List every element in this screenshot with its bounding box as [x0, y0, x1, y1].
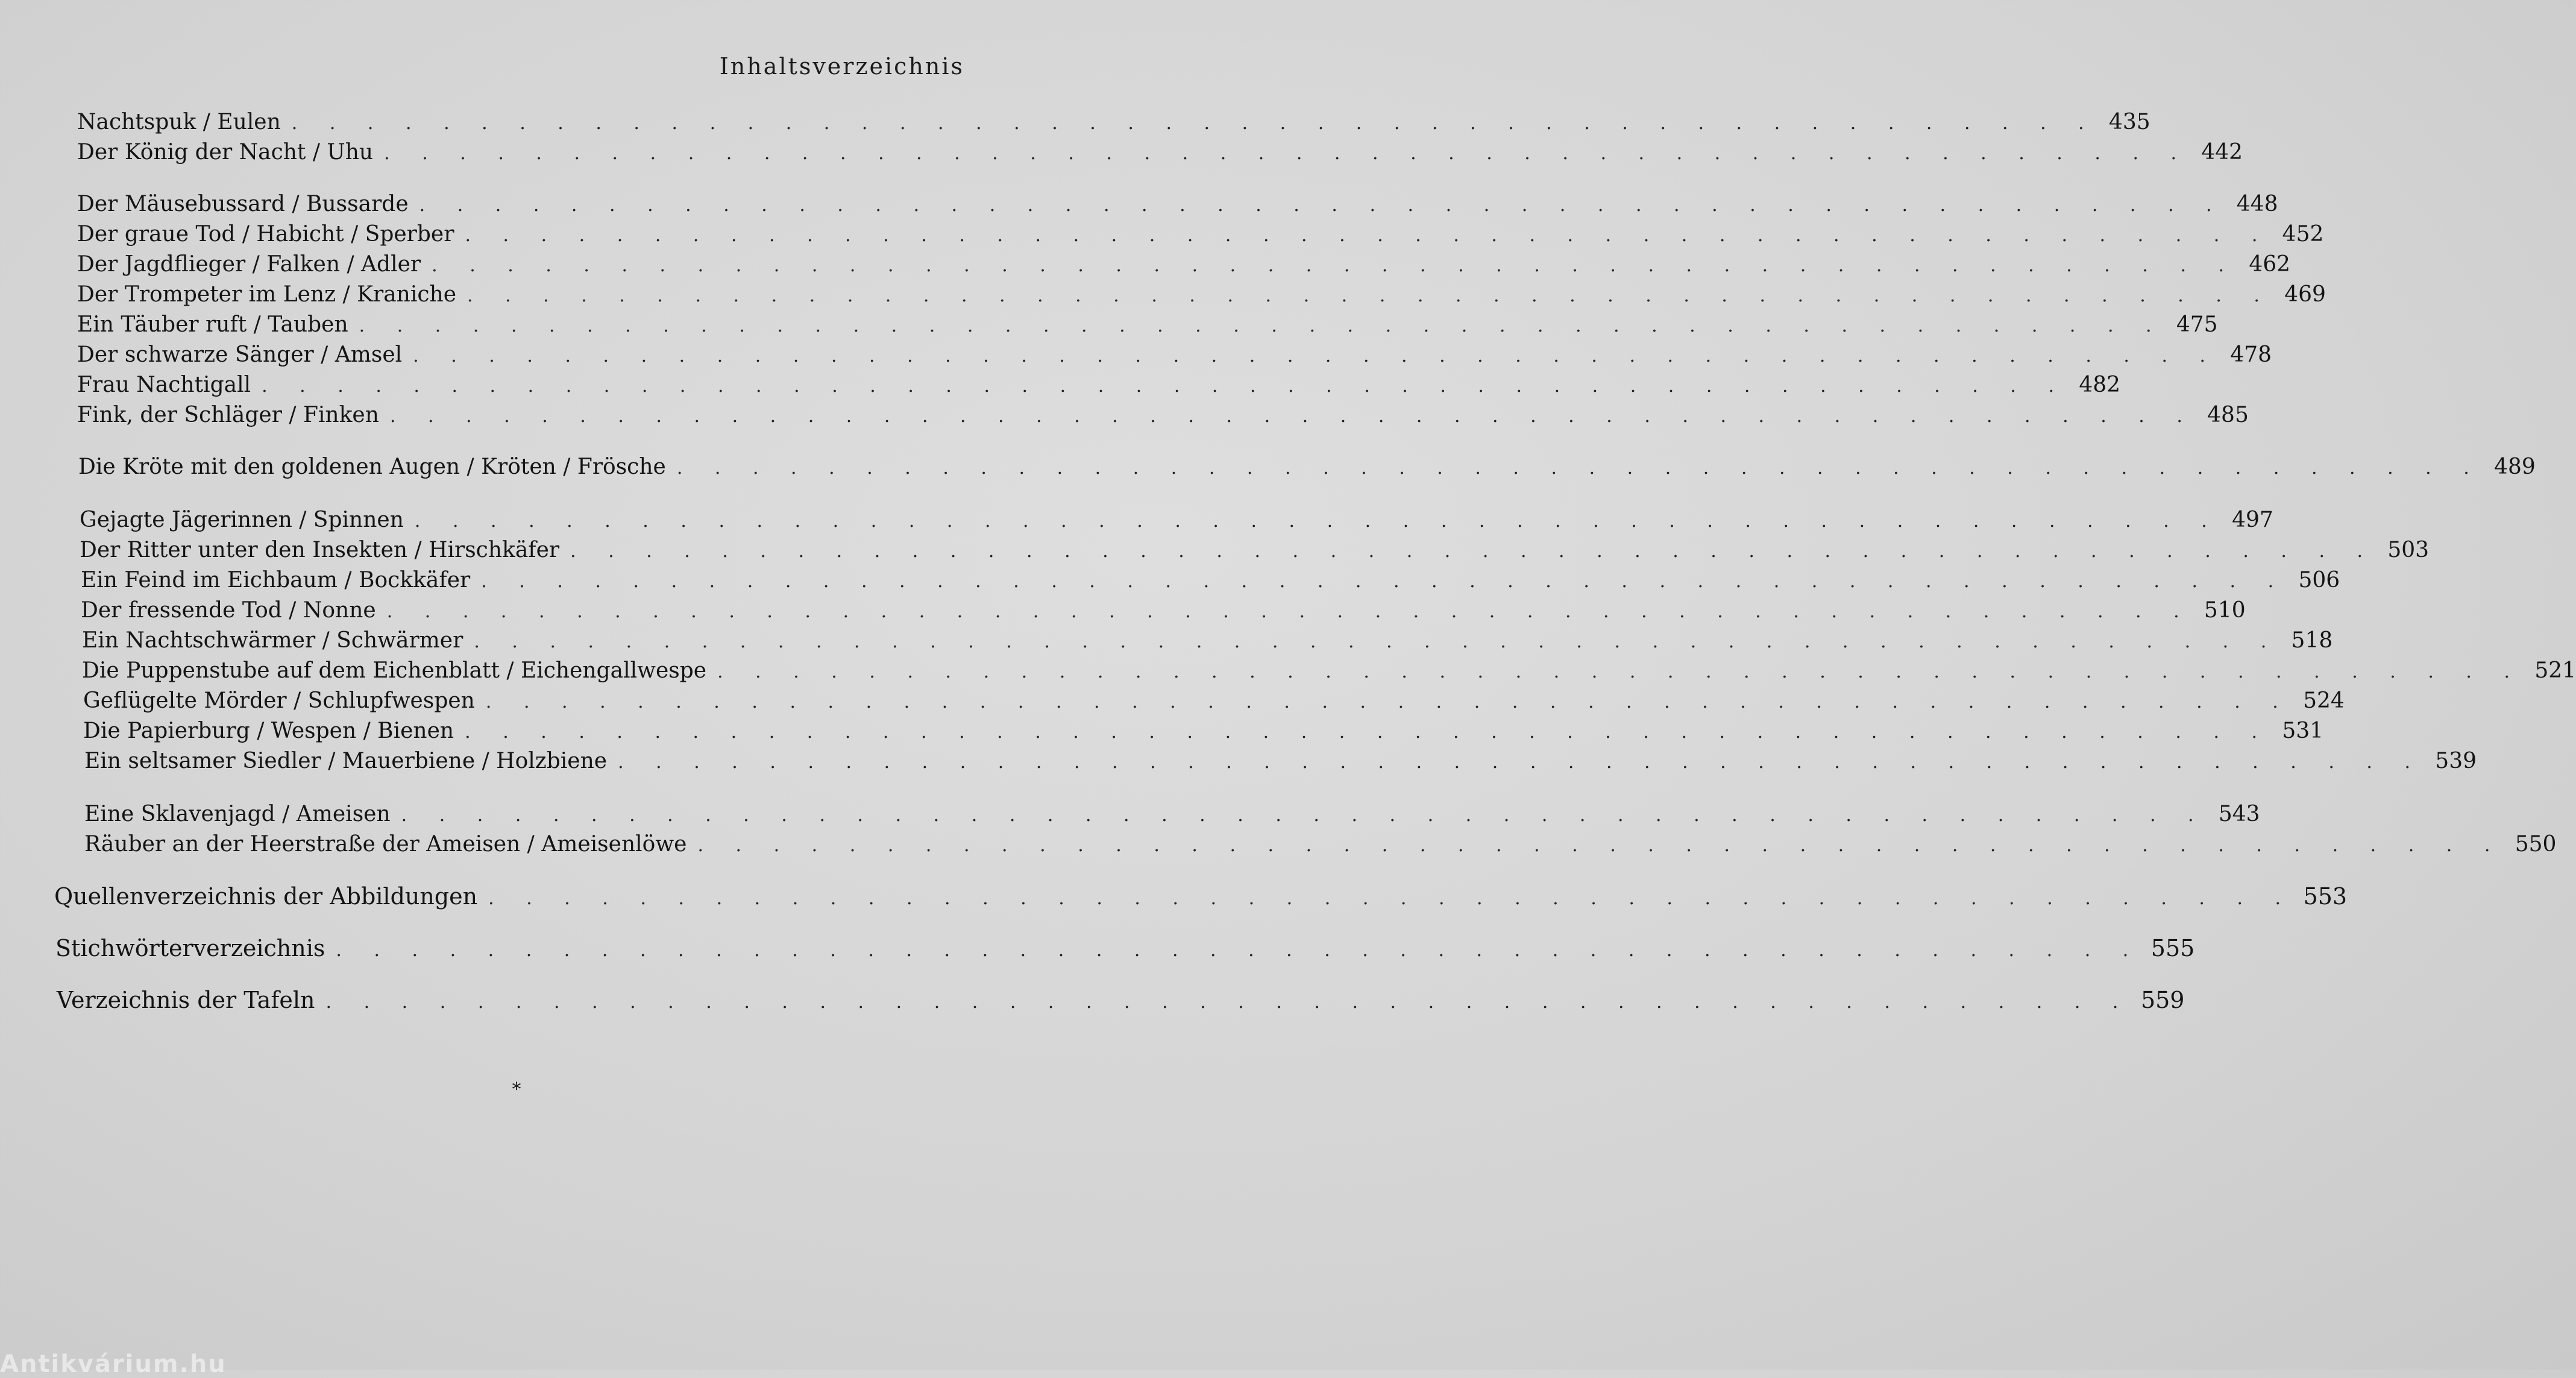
toc-entry — [81, 596, 2246, 626]
toc-entry — [77, 310, 2218, 340]
toc-entry-title: Nachtspuk / Eulen — [77, 110, 281, 134]
toc-entry-title: Die Puppenstube auf dem Eichenblatt / Eichengallwespe — [82, 658, 707, 683]
toc-dot-leader: . . . . . . . . . . . . . . . . . . . . . . . . . . . . . . . . . . . . . . . . . . . . . . . . — [467, 285, 2273, 306]
toc-entry — [77, 219, 2324, 250]
toc-entry-page: 469 — [2284, 282, 2326, 307]
toc-entry-page: 539 — [2435, 749, 2477, 773]
toc-entry-title: Der fressende Tod / Nonne — [81, 598, 376, 623]
toc-dot-leader: . . . . . . . . . . . . . . . . . . . . . . . . . . . . . . . . . . . . . . . . . . . . . . . . — [386, 601, 2193, 622]
toc-dot-leader: . . . . . . . . . . . . . . . . . . . . . . . . . . . . . . . . . . . . . . . . . . . . . . . . — [419, 195, 2225, 216]
toc-entry-page: 482 — [2079, 373, 2121, 397]
toc-entry-page: 503 — [2387, 538, 2430, 562]
toc-entry-title: Der Jagdflieger / Falken / Adler — [77, 252, 421, 277]
toc-entry-title: Der Trompeter im Lenz / Kraniche — [77, 282, 457, 307]
toc-dot-leader: . . . . . . . . . . . . . . . . . . . . . . . . . . . . . . . . . . . . . . . . . . . . . . . . — [414, 511, 2220, 532]
toc-entry — [77, 280, 2326, 310]
toc-entry — [77, 370, 2121, 400]
toc-entry-title: Ein Täuber ruft / Tauben — [77, 312, 348, 337]
toc-entry-page: 475 — [2176, 312, 2218, 337]
toc-entry — [83, 716, 2324, 746]
toc-dot-leader: . . . . . . . . . . . . . . . . . . . . . . . . . . . . . . . . . . . . . . . . . . . . . . . . — [481, 571, 2287, 592]
toc-entry-page: 543 — [2218, 802, 2260, 826]
toc-entry-title: Verzeichnis der Tafeln — [57, 987, 315, 1013]
toc-entry-title: Fink, der Schläger / Finken — [77, 403, 379, 427]
toc-dot-leader: . . . . . . . . . . . . . . . . . . . . . . . . . . . . . . . . . . . . . . . . . . . . . . . . — [262, 376, 2068, 397]
toc-entry-title: Frau Nachtigall — [77, 373, 251, 397]
toc-entry — [77, 189, 2278, 219]
toc-dot-leader: . . . . . . . . . . . . . . . . . . . . . . . . . . . . . . . . . . . . . . . . . . . . . . . . — [359, 315, 2165, 336]
toc-entry-page: 524 — [2303, 688, 2345, 713]
ornament-asterisk: * — [512, 1079, 521, 1100]
toc-entry — [77, 250, 2291, 280]
toc-entry — [77, 137, 2243, 168]
toc-dot-leader: . . . . . . . . . . . . . . . . . . . . . . . . . . . . . . . . . . . . . . . . . . . . . . . . — [401, 805, 2207, 826]
toc-entry — [82, 626, 2333, 656]
toc-entry — [78, 452, 2536, 482]
toc-entry-title: Stichwörterverzeichnis — [55, 935, 325, 961]
toc-entry-page: 489 — [2494, 455, 2536, 479]
toc-dot-leader: . . . . . . . . . . . . . . . . . . . . . . . . . . . . . . . . . . . . . . . . . . . . . . . . — [474, 631, 2280, 652]
toc-entry-title: Der König der Nacht / Uhu — [77, 140, 374, 165]
toc-entry-page: 559 — [2140, 987, 2185, 1013]
toc-entry-title: Die Papierburg / Wespen / Bienen — [83, 719, 454, 743]
watermark: Antikvárium.hu — [0, 1350, 227, 1378]
toc-entry — [77, 107, 2150, 137]
toc-entry-title: Ein Feind im Eichbaum / Bockkäfer — [81, 568, 471, 593]
toc-entry — [82, 656, 2576, 686]
toc-entry-title: Der Mäusebussard / Bussarde — [77, 192, 409, 216]
toc-dot-leader: . . . . . . . . . . . . . . . . . . . . . . . . . . . . . . . . . . . . . . . . . . . . . . . . — [488, 888, 2295, 909]
toc-dot-leader: . . . . . . . . . . . . . . . . . . . . . . . . . . . . . . . . . . . . . . . . . . . . . . . . — [389, 406, 2196, 427]
toc-dot-leader: . . . . . . . . . . . . . . . . . . . . . . . . . . . . . . . . . . . . . . . . . . . . . . . . — [413, 345, 2219, 367]
toc-dot-leader: . . . . . . . . . . . . . . . . . . . . . . . . . . . . . . . . . . . . . . . . . . . . . . . . — [432, 255, 2238, 276]
toc-entry-title: Quellenverzeichnis der Abbildungen — [54, 883, 478, 910]
toc-entry-page: 521 — [2534, 658, 2576, 683]
toc-entry-page: 510 — [2204, 598, 2246, 623]
toc-dot-leader: . . . . . . . . . . . . . . . . . . . . . . . . . . . . . . . . . . . . . . . . . . . . . . . . — [336, 940, 2142, 961]
toc-entry-page: 550 — [2515, 832, 2557, 857]
toc-dot-leader: . . . . . . . . . . . . . . . . . . . . . . . . . . . . . . . . . . . . . . . . . . . . . . . . — [676, 458, 2483, 479]
toc-entry — [80, 535, 2430, 565]
toc-dot-leader: . . . . . . . . . . . . . . . . . . . . . . . . . . . . . . . . . . . . . . . . . . . . . . . . — [697, 835, 2504, 856]
toc-dot-leader: . . . . . . . . . . . . . . . . . . . . . . . . . . . . . . . . . . . . . . . . . . . . . . . . — [485, 691, 2292, 713]
toc-entry — [77, 400, 2249, 430]
toc-entry-page: 462 — [2249, 252, 2291, 277]
toc-entry — [81, 565, 2340, 596]
toc-dot-leader: . . . . . . . . . . . . . . . . . . . . . . . . . . . . . . . . . . . . . . . . . . . . . . . . — [465, 225, 2271, 246]
toc-entry-title: Eine Sklavenjagd / Ameisen — [84, 802, 391, 826]
toc-entry — [84, 799, 2260, 829]
toc-entry — [83, 686, 2345, 716]
toc-dot-leader: . . . . . . . . . . . . . . . . . . . . . . . . . . . . . . . . . . . . . . . . . . . . . . . . — [325, 992, 2132, 1013]
toc-entry — [84, 746, 2477, 776]
toc-entry — [57, 985, 2185, 1015]
toc-entry-page: 478 — [2230, 342, 2272, 367]
toc-entry-title: Räuber an der Heerstraße der Ameisen / Ameisenlöwe — [84, 832, 687, 857]
toc-dot-leader: . . . . . . . . . . . . . . . . . . . . . . . . . . . . . . . . . . . . . . . . . . . . . . . . — [465, 722, 2271, 743]
toc-entry-title: Ein Nachtschwärmer / Schwärmer — [82, 628, 463, 653]
toc-entry-page: 485 — [2207, 403, 2249, 427]
toc-entry-page: 435 — [2109, 110, 2150, 134]
running-header: Inhaltsverzeichnis — [719, 53, 964, 80]
toc-entry-title: Gejagte Jägerinnen / Spinnen — [80, 508, 404, 532]
toc-entry-page: 518 — [2291, 628, 2333, 653]
toc-entry-title: Geflügelte Mörder / Schlupfwespen — [83, 688, 475, 713]
toc-entry-title: Der graue Tod / Habicht / Sperber — [77, 222, 454, 247]
toc-entry — [80, 505, 2273, 535]
toc-entry-title: Der Ritter unter den Insekten / Hirschkäfer — [80, 538, 560, 562]
toc-dot-leader: . . . . . . . . . . . . . . . . . . . . . . . . . . . . . . . . . . . . . . . . . . . . . . . . — [618, 752, 2424, 773]
toc-dot-leader: . . . . . . . . . . . . . . . . . . . . . . . . . . . . . . . . . . . . . . . . . . . . . . . . — [384, 143, 2190, 164]
toc-dot-leader: . . . . . . . . . . . . . . . . . . . . . . . . . . . . . . . . . . . . . . . . . . . . . . . . — [570, 541, 2377, 562]
toc-dot-leader: . . . . . . . . . . . . . . . . . . . . . . . . . . . . . . . . . . . . . . . . . . . . . . . . — [717, 661, 2524, 682]
toc-entry-page: 531 — [2282, 719, 2324, 743]
toc-entry-title: Der schwarze Sänger / Amsel — [77, 342, 403, 367]
toc-entry — [54, 881, 2348, 911]
toc-entry-page: 497 — [2232, 508, 2273, 532]
toc-entry — [84, 829, 2557, 860]
toc-entry-title: Die Kröte mit den goldenen Augen / Kröten / Frösche — [78, 455, 666, 479]
toc-entry-page: 555 — [2150, 935, 2195, 961]
toc-entry-title: Ein seltsamer Siedler / Mauerbiene / Holzbiene — [84, 749, 608, 773]
toc-entry-page: 506 — [2298, 568, 2340, 593]
toc-entry — [77, 340, 2272, 370]
toc-entry — [55, 933, 2195, 963]
toc-entry-page: 448 — [2236, 192, 2278, 216]
toc-entry-page: 452 — [2282, 222, 2324, 247]
toc-dot-leader: . . . . . . . . . . . . . . . . . . . . . . . . . . . . . . . . . . . . . . . . . . . . . . . . — [291, 113, 2097, 134]
toc-entry-page: 553 — [2303, 883, 2348, 910]
toc-entry-page: 442 — [2201, 140, 2243, 165]
